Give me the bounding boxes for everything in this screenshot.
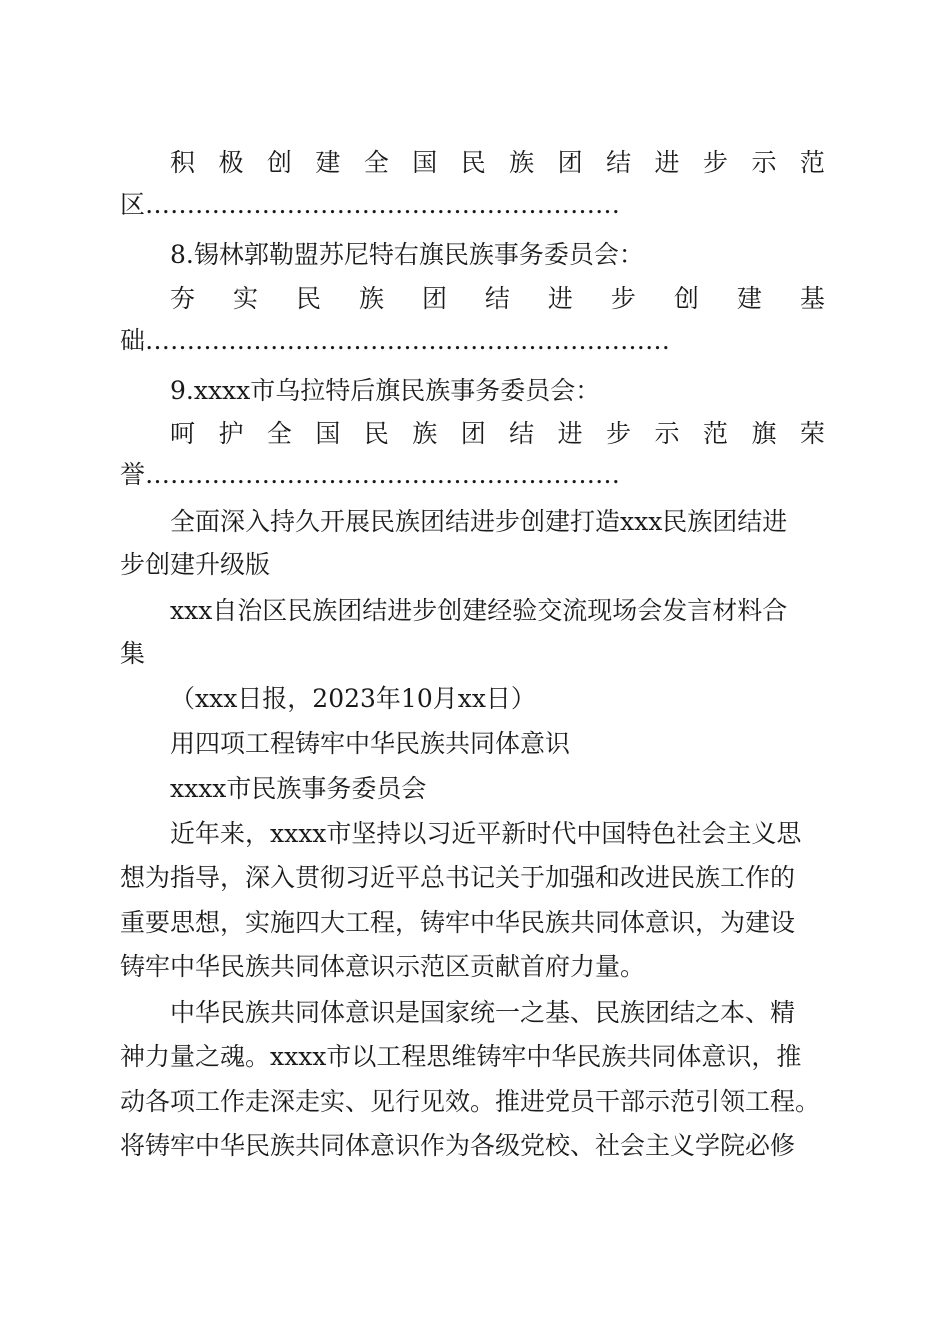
paragraph-2-line: 神力量之魂。xxxx市以工程思维铸牢中华民族共同体意识，推 [120,1042,802,1071]
toc-item-9-title [170,417,825,451]
spread-char: 结 [509,419,535,448]
toc-item-8-title [170,282,825,316]
spread-char: 积 [170,148,196,177]
section-title-line2: 步创建升级版 [120,550,271,579]
paragraph-1-line: 重要思想，实施四大工程，铸牢中华民族共同体意识，为建设 [120,908,796,937]
spread-char: 族 [412,419,438,448]
spread-char: 基 [799,284,825,313]
spread-char: 范 [799,148,825,177]
article-author: xxxx市民族事务委员会 [170,774,427,803]
spread-char: 进 [654,148,680,177]
paragraph-1-line: 近年来，xxxx市坚持以习近平新时代中国特色社会主义思 [170,819,802,848]
collection-title-line1: xxx自治区民族团结进步创建经验交流现场会发言材料合 [170,596,788,625]
article-title: 用四项工程铸牢中华民族共同体意识 [170,729,571,758]
paragraph-2-line: 中华民族共同体意识是国家统一之基、民族团结之本、精 [170,998,796,1027]
spread-char: 建 [315,148,341,177]
spread-char: 创 [266,148,292,177]
spread-char: 结 [484,284,510,313]
spread-char: 团 [421,284,447,313]
spread-char: 护 [218,419,244,448]
spread-char: 全 [266,419,292,448]
section-title-line1: 全面深入持久开展民族团结进步创建打造xxx民族团结进 [170,507,788,536]
spread-char: 示 [751,148,777,177]
toc-entry-line [170,146,825,180]
spread-char: 团 [557,148,583,177]
paragraph-2-line: 将铸牢中华民族共同体意识作为各级党校、社会主义学院必修 [120,1131,796,1160]
spread-char: 民 [363,419,389,448]
spread-char: 极 [218,148,244,177]
source-line: （xxx日报，2023年10月xx日） [170,684,536,713]
toc-item-8-heading: 8.锡林郭勒盟苏尼特右旗民族事务委员会： [170,240,644,269]
toc-entry-leader: 区………………………………………………… [120,190,621,219]
spread-char: 进 [547,284,573,313]
spread-char: 国 [315,419,341,448]
spread-char: 步 [610,284,636,313]
spread-char: 建 [736,284,762,313]
spread-char: 示 [654,419,680,448]
spread-char: 国 [412,148,438,177]
spread-char: 全 [363,148,389,177]
spread-char: 旗 [751,419,777,448]
spread-char: 进 [557,419,583,448]
spread-char: 步 [606,419,632,448]
spread-char: 范 [702,419,728,448]
spread-char: 步 [702,148,728,177]
spread-char: 荣 [799,419,825,448]
spread-char: 团 [460,419,486,448]
paragraph-1-line: 铸牢中华民族共同体意识示范区贡献首府力量。 [120,952,646,981]
spread-char: 夯 [170,284,196,313]
spread-char: 创 [673,284,699,313]
spread-char: 族 [358,284,384,313]
toc-item-9-leader: 誉………………………………………………… [120,460,621,489]
spread-char: 结 [606,148,632,177]
spread-char: 族 [509,148,535,177]
toc-item-8-leader: 础……………………………………………………… [120,326,671,355]
spread-char: 呵 [170,419,196,448]
spread-char: 民 [295,284,321,313]
spread-char: 民 [460,148,486,177]
paragraph-1-line: 想为指导，深入贯彻习近平总书记关于加强和改进民族工作的 [120,863,796,892]
toc-item-9-heading: 9.xxxx市乌拉特后旗民族事务委员会： [170,376,601,405]
paragraph-2-line: 动各项工作走深走实、见行见效。推进党员干部示范引领工程。 [120,1087,821,1116]
collection-title-line2: 集 [120,639,146,668]
spread-char: 实 [232,284,258,313]
